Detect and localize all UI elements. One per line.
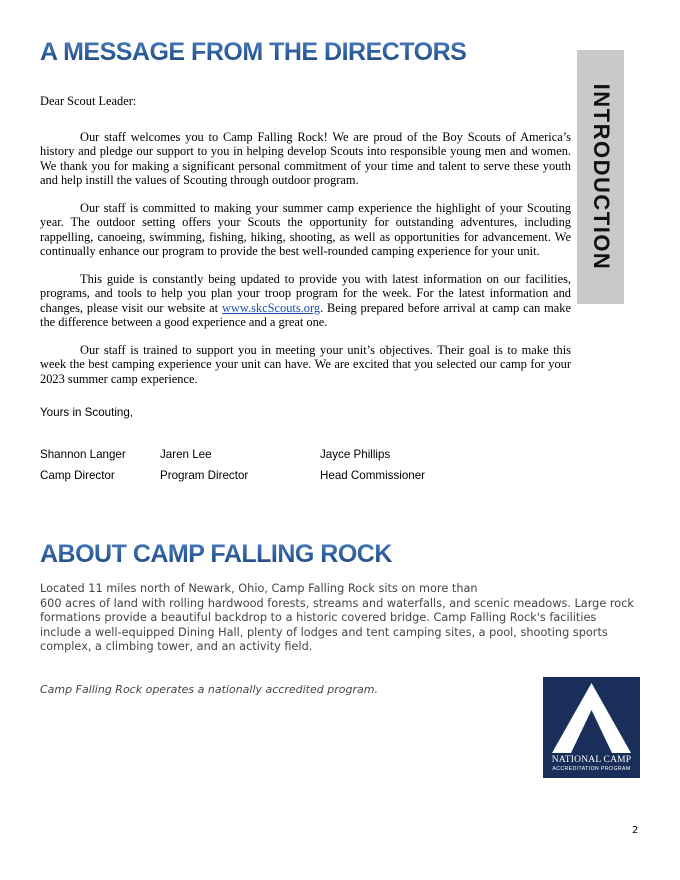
about-heading: ABOUT CAMP FALLING ROCK — [40, 540, 392, 568]
introduction-tab-label: INTRODUCTION — [588, 83, 614, 271]
directors-letter — [40, 94, 571, 400]
national-camp-accreditation-logo — [543, 677, 640, 778]
salutation: Dear Scout Leader: — [40, 94, 137, 108]
about-first-line: Located 11 miles north of Newark, Ohio, Camp Falling Rock sits on more than — [40, 582, 478, 595]
about-remaining-text: 600 acres of land with rolling hardwood forests, streams and waterfalls, and scenic meadows. Large rock formations provide a beautiful backdrop to a historic covered bridge. Camp Falling Rock's facilities include a well-equipped Dining Hall, plenty of lodges and tent camping sites, a pool, shooting sports complex, a climbing tower, and an activity field. — [40, 596, 634, 654]
guide-text-before-link: This guide is constantly being updated to provide you with latest information on our facilities, programs, and tools to help you plan your troop program for the week. For the latest information and changes, please visit our website at — [40, 272, 571, 315]
signatory-name: Jaren Lee — [160, 448, 212, 461]
website-link[interactable]: www.skcScouts.org — [221, 300, 321, 315]
signoff: Yours in Scouting, — [40, 406, 134, 419]
introduction-tab — [577, 50, 624, 304]
letter-paragraph-2: Our staff is committed to making your summer camp experience the highlight of your Scouting year. The outdoor setting offers your Scouts the opportunity for outstanding adventures, including rappelling, canoeing, swimming, fishing, hiking, shooting, as well as opportunities for advancement. We continually enhance our program to provide the best well-rounded camping experience for your unit. — [40, 201, 571, 258]
page-number: 2 — [632, 825, 639, 836]
letter-paragraph-4: Our staff is trained to support you in meeting your unit’s objectives. Their goal is to make this week the best camping experience your unit can have. We are excited that you selected our camp for your 2023 summer camp experience. — [40, 343, 571, 386]
accreditation-note: Camp Falling Rock operates a nationally accredited program. — [40, 683, 378, 696]
letter-paragraph-1: Our staff welcomes you to Camp Falling Rock! We are proud of the Boy Scouts of America’s history and pledge our support to you in helping develop Scouts into responsible young men and women. We thank you for making a significant personal commitment of your time and talent to serve these youth and help instill the values of Scouting through outdoor program. — [40, 130, 571, 187]
signatory-name: Shannon Langer — [40, 448, 126, 461]
directors-heading: A MESSAGE FROM THE DIRECTORS — [40, 38, 467, 66]
signatory-name: Jayce Phillips — [320, 448, 391, 461]
signatory-title: Program Director — [160, 469, 249, 482]
signatory-title: Head Commissioner — [320, 469, 426, 482]
logo-subtitle: ACCREDITATION PROGRAM — [552, 766, 631, 772]
letter-paragraph-3 — [40, 272, 571, 329]
logo-title: NATIONAL CAMP — [551, 755, 632, 765]
signatory-title: Camp Director — [40, 469, 115, 482]
guide-text-after-link: . Being prepared before arrival at camp can make the difference between a good experience and a great one. — [40, 300, 571, 329]
about-description — [40, 582, 638, 655]
